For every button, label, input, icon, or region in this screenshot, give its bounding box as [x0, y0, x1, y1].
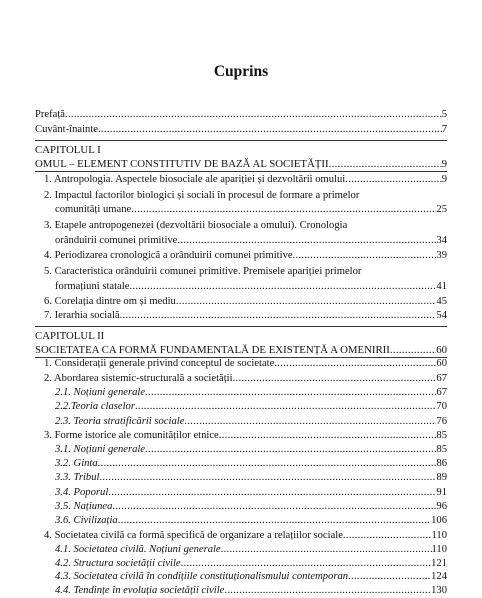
toc-entry: 4.3. Societatea civilă în condițiile constituționalismului contemporan ..... 124 — [55, 570, 447, 584]
divider — [35, 326, 447, 327]
toc-entry: 4. Societatea civilă ca formă specifică de organizare a relațiilor sociale ..... 110 — [44, 529, 447, 543]
divider — [35, 140, 447, 141]
toc-entry: formațiuni statale ..... 41 — [55, 280, 447, 294]
chapter-heading: CAPITOLUL II — [35, 330, 105, 342]
toc-entry: 3. Forme istorice ale comunităților etnice ..... 85 — [44, 429, 447, 443]
toc-entry: 2.2.Teoria claselor ..... 70 — [55, 400, 447, 414]
toc-entry: 1. Considerații generale privind conceptul de societate ..... 60 — [44, 357, 447, 371]
toc-entry: 3.5. Națiunea ..... 96 — [55, 500, 447, 514]
page-title: Cuprins — [213, 63, 269, 80]
toc-entry: 3.3. Tribul ..... 89 — [55, 471, 447, 485]
chapter-heading: CAPITOLUL I — [35, 144, 101, 156]
toc-entry: 3.1. Noțiuni generale ..... 85 — [55, 443, 447, 457]
toc-entry: 3. Etapele antropogenezei (dezvoltării biosociale a omului). Cronologia — [44, 220, 348, 231]
toc-entry: 2. Impactul factorilor biologici și sociali în procesul de formare a primelor — [44, 190, 360, 201]
toc-entry: 7. Ierarhia socială ..... 54 — [44, 309, 447, 323]
toc-entry: SOCIETATEA CA FORMĂ FUNDAMENTALĂ DE EXISTENȚĂ A OMENIRII ..... 60 — [35, 343, 447, 357]
toc-entry: 3.4. Poporul ..... 91 — [55, 486, 447, 500]
toc-entry: 4. Periodizarea cronologică a orânduirii comunei primitive ..... 39 — [44, 249, 447, 263]
divider — [35, 171, 447, 172]
toc-entry: orânduirii comunei primitive ..... 34 — [55, 234, 447, 248]
toc-entry: 2.1. Noțiuni generale ..... 67 — [55, 386, 447, 400]
toc-entry: 3.6. Civilizația ..... 106 — [55, 514, 447, 528]
toc-entry: 2. Abordarea sistemic-structurală a societății ..... 67 — [44, 372, 447, 386]
toc-entry: Cuvânt-înainte ..... 7 — [35, 123, 447, 137]
toc-entry: 2.3. Teoria stratificării sociale ..... 76 — [55, 415, 447, 429]
toc-entry: 3.2. Ginta ..... 86 — [55, 457, 447, 471]
toc-entry: 4.1. Societatea civilă. Noțiuni generale ..... 110 — [55, 543, 447, 557]
toc-entry: 6. Corelația dintre om și mediu ..... 45 — [44, 295, 447, 309]
toc-entry: 1. Antropologia. Aspectele biosociale ale apariției și dezvoltării omului ..... 9 — [44, 173, 447, 187]
toc-entry: 4.4. Tendințe în evoluția societății civile ..... 130 — [55, 584, 447, 598]
toc-entry: Prefață ..... 5 — [35, 108, 447, 122]
toc-entry: 5. Caracteristica orânduirii comunei primitive. Premisele apariției primelor — [44, 266, 362, 277]
toc-entry: comunități umane ..... 25 — [55, 203, 447, 217]
toc-entry: 4.2. Structura societății civile ..... 121 — [55, 557, 447, 571]
toc-entry: OMUL – ELEMENT CONSTITUTIV DE BAZĂ AL SOCIETĂȚII ..... 9 — [35, 157, 447, 171]
